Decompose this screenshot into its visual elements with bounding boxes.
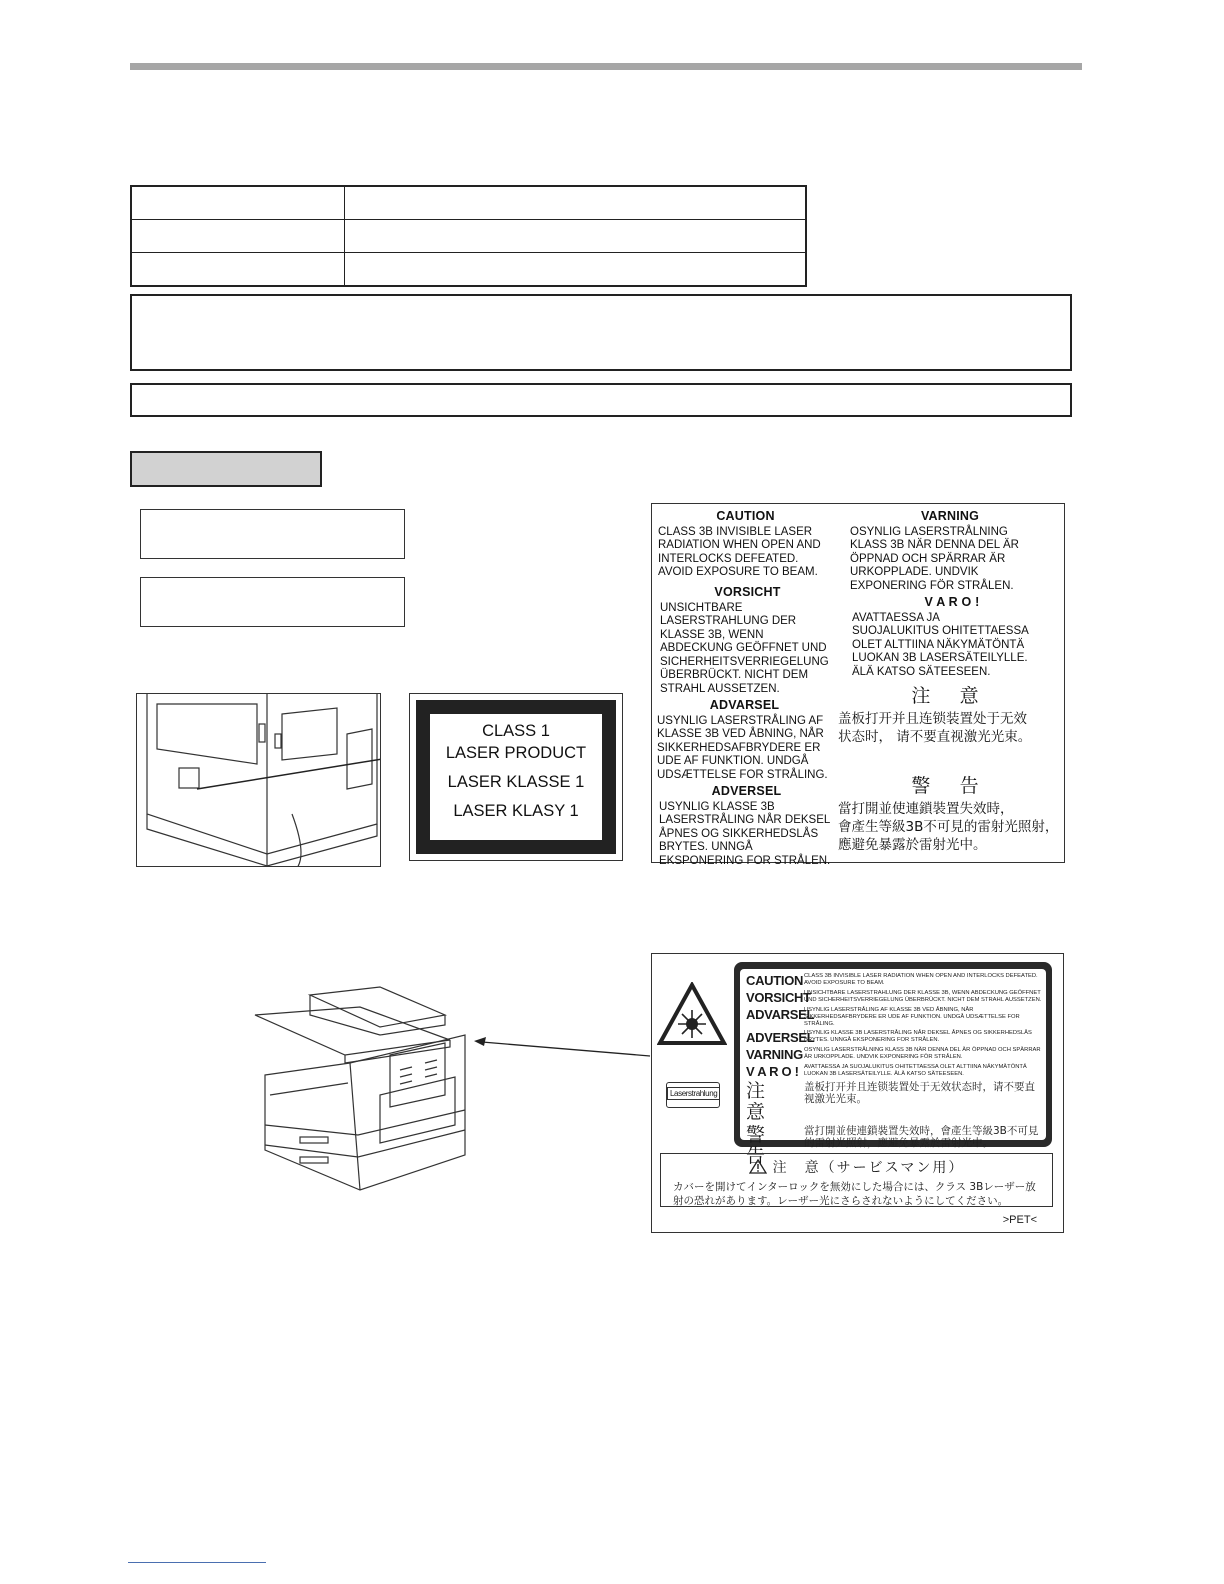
warning-heading: ADVERSEL [711,784,782,798]
label-frame [416,700,616,854]
material-code: >PET< [1002,1214,1037,1226]
laser-tag [666,1082,720,1108]
label-row-text: USYNLIG LASERSTRÅLING AF KLASSE 3B VED ÅBNING, NÅR SIKKERHEDSAFBRYDERE ER UDE AF FUNKTION. UNDGÅ UDSÆTTELSE FOR STRÅLING. [804,1007,1020,1027]
warning-heading: V A R O ! [924,595,980,609]
table-row [131,186,806,220]
section-tab [130,451,322,487]
label-row-heading: VARNING [746,1047,803,1062]
class1-line: LASER PRODUCT [445,744,587,762]
warning-text: USYNLIG KLASSE 3B LASERSTRÅLING NÅR DEKSEL ÅPNES OG SIKKERHEDSLÅS BRYTES. UNNGÅ EKSPONERING FOR STRÅLEN. [659,800,831,867]
label-row-text: 當打開並使連鎖裝置失效時，會產生等級3B不可見的雷射光照射，應避免暴露於雷射光中。 [804,1125,1039,1149]
warning-text: AVATTAESSA JA SUOJALUKITUS OHITETTAESSA OLET ALTTIINA NÄKYMÄTÖNTÄ LUOKAN 3B LASERSÄTEILYLLE. ÄLÄ KATSO SÄTEESEEN. [852,611,1029,678]
table-cell [345,220,807,253]
table-cell [345,253,807,287]
table-cell [131,253,345,287]
warning-heading: CAUTION [716,509,775,523]
table-row [131,220,806,253]
warning-text: 當打開並使連鎖裝置失效時， 會產生等級3B不可見的雷射光照射， 應避免暴露於雷射光中。 [838,800,1059,853]
label-row-text: CLASS 3B INVISIBLE LASER RADIATION WHEN OPEN AND INTERLOCKS DEFEATED. AVOID EXPOSURE TO BEAM. [804,973,1038,986]
class1-line: LASER KLASY 1 [453,802,579,820]
warning-heading: 注 意 [911,686,991,707]
label-row-heading: ADVARSEL [746,1007,815,1022]
class1-line: LASER KLASSE 1 [447,773,585,791]
notice-box-small [130,383,1072,417]
label-row [746,1007,1042,1028]
warning-block [658,510,833,580]
service-warning-title [661,1157,1052,1177]
label-row-heading: 警 告 [746,1125,772,1167]
label-row-heading: ADVERSEL [746,1030,815,1045]
warning-block [852,596,1052,679]
machine-rear-drawing [137,694,381,867]
laser-warning-label [651,953,1064,1233]
warning-block [838,686,1064,746]
header-rule [130,63,1082,70]
label-inner [740,969,1046,1167]
label-row [746,990,1042,1005]
label-row [746,1030,1042,1045]
notice-box [130,294,1072,371]
service-warning [660,1153,1053,1207]
label-row [746,1081,1042,1123]
arrow-icon [470,1030,655,1060]
warning-text: OSYNLIG LASERSTRÅLNING KLASS 3B NÄR DENNA DEL ÄR ÖPPNAD OCH SPÄRRAR ÄR URKOPPLADE. UNDVIK EXPONERING FÖR STRÅLEN. [850,525,1019,592]
label-row-text: AVATTAESSA JA SUOJALUKITUS OHITETTAESSA OLET ALTTIINA NÄKYMÄTÖNTÄ LUOKAN 3B LASERSÄTEILYLLE. ÄLÄ KATSO SÄTEESEEN. [804,1064,1027,1077]
warning-block [850,510,1050,593]
class1-line: CLASS 1 [482,722,550,740]
warning-heading: 警 告 [911,776,991,797]
caution-label-multilingual [651,503,1065,867]
table-cell [131,186,345,220]
class1-laser-label [409,693,623,861]
warning-text: CLASS 3B INVISIBLE LASER RADIATION WHEN OPEN AND INTERLOCKS DEFEATED. AVOID EXPOSURE TO BEAM. [658,525,821,578]
laser-warning-icon [657,982,727,1046]
label-row-text: UNSICHTBARE LASERSTRAHLUNG DER KLASSE 3B, WENN ABDECKUNG GEÖFFNET UND SICHERHEITSVERRIEGELUNG ÜBERBRÜCKT. NICHT DEM STRAHL AUSSETZEN. [804,990,1042,1003]
machine-rear-illustration [136,693,381,867]
warning-heading: VORSICHT [714,585,781,599]
warning-heading: VARNING [920,509,980,523]
label-row [746,1047,1042,1062]
label-row-text: 盖板打开并且连锁装置处于无效状态时，请不要直视激光光束。 [804,1081,1035,1105]
spec-table [130,185,807,287]
table-cell [131,220,345,253]
machine-front-illustration [240,985,490,1200]
label-frame [734,962,1052,1167]
label-inner [430,714,602,840]
warning-text: 盖板打开并且连锁装置处于无效 状态时， 请不要直视激光光束。 [838,710,1032,745]
laser-tag-text: Laserstrahlung [667,1087,720,1100]
warning-heading: ADVARSEL [709,698,780,712]
warning-text: USYNLIG LASERSTRÅLING AF KLASSE 3B VED ÅBNING, NÅR SIKKERHEDSAFBRYDERE ER UDE AF FUNKTION. UNDGÅ UDSÆTTELSE FOR STRÅLING. [657,714,828,781]
warning-block [838,776,1064,854]
label-row-heading: VORSICHT [746,990,811,1005]
label-row-text: OSYNLIG LASERSTRÅLNING KLASS 3B NÄR DENNA DEL ÄR ÖPPNAD OCH SPÄRRAR ÄR URKOPPLADE. UNDVIK EXPONERING FÖR STRÅLEN. [804,1047,1041,1060]
label-row-heading: V A R O ! [746,1064,799,1079]
service-warning-text: カバーを開けてインターロックを無効にした場合には、クラス 3Bレーザー放射の恐れがあります。レーザー光にさらされないようにしてください。 [673,1181,1036,1207]
callout-box [140,509,405,559]
service-title-text: 注 意（サービスマン用） [772,1160,965,1176]
warning-block [659,785,834,868]
table-cell [345,186,807,220]
footer-rule [128,1562,266,1563]
label-row-heading: CAUTION [746,973,804,988]
warning-text: UNSICHTBARE LASERSTRAHLUNG DER KLASSE 3B, WENN ABDECKUNG GEÖFFNET UND SICHERHEITSVERRIEGELUNG ÜBERBRÜCKT. NICHT DEM STRAHL AUSSETZEN. [660,601,829,695]
label-row [746,1064,1042,1079]
table-row [131,253,806,287]
caution-triangle-icon [749,1159,767,1174]
label-row-text: USYNLIG KLASSE 3B LASERSTRÅLING NÅR DEKSEL ÅPNES OG SIKKERHEDSLÅS BRYTES. UNNGÅ EKSPONERING FOR STRÅLEN. [804,1030,1032,1043]
label-row [746,973,1042,988]
warning-block [657,699,832,782]
warning-block [660,586,835,696]
callout-box [140,577,405,627]
label-row-heading: 注 意 [746,1081,772,1123]
